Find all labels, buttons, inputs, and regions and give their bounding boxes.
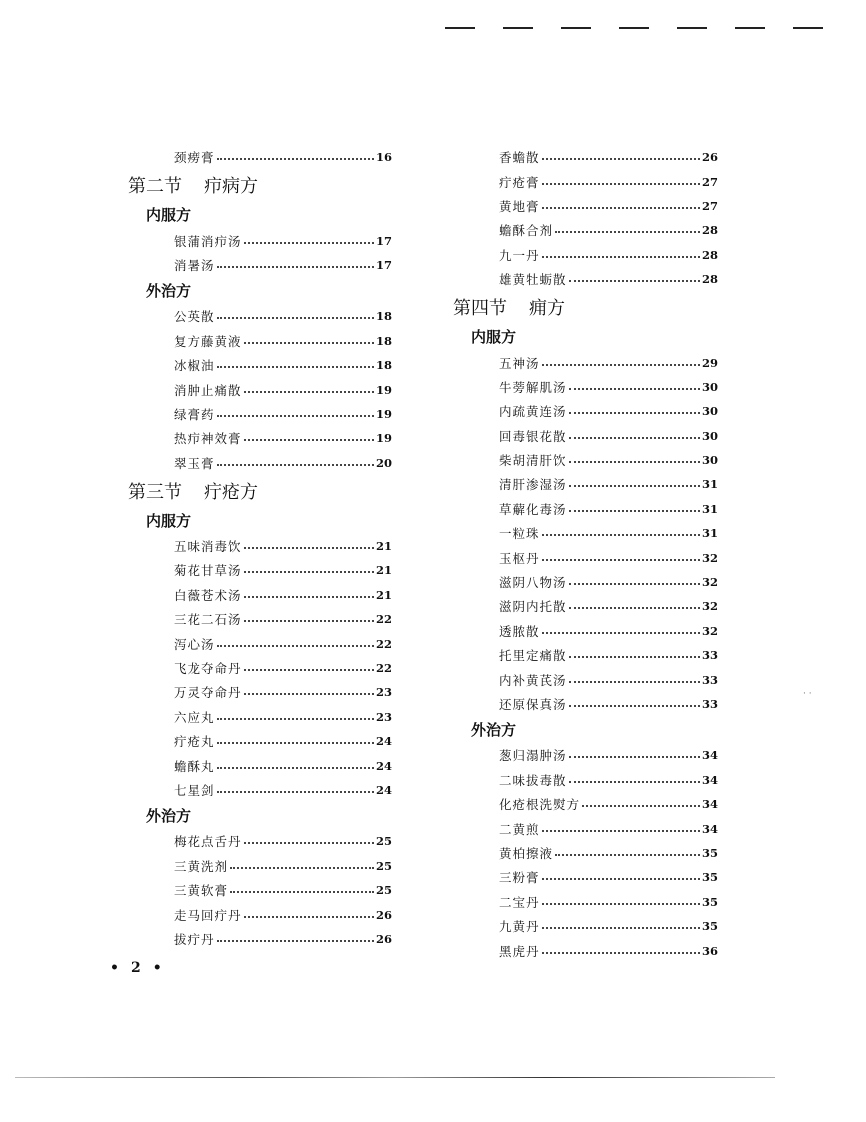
entry-title: 银蒲消疖汤	[174, 233, 242, 249]
entry-page: 26	[701, 150, 718, 165]
entry-title: 蟾酥合剂	[499, 223, 554, 239]
entry-title: 消肿止痛散	[174, 382, 242, 398]
entry-title: 玉枢丹	[499, 550, 540, 566]
entry-page: 28	[701, 223, 718, 238]
toc-column-right	[453, 145, 718, 963]
dot-leader	[555, 854, 700, 856]
toc-entry[interactable]	[128, 377, 392, 401]
entry-page: 30	[701, 428, 718, 443]
toc-entry[interactable]	[128, 583, 392, 607]
subsection-title: 内服方	[146, 206, 192, 225]
toc-entry[interactable]	[453, 399, 718, 423]
dot-leader	[542, 183, 700, 185]
dot-leader	[217, 791, 374, 793]
toc-entry[interactable]	[128, 253, 392, 277]
dot-leader	[569, 461, 700, 463]
subsection-title: 外治方	[471, 721, 517, 740]
dot-leader	[569, 656, 700, 658]
entry-page: 18	[375, 333, 392, 348]
toc-entry[interactable]	[453, 619, 718, 643]
entry-page: 34	[701, 797, 718, 812]
toc-entry[interactable]	[128, 145, 392, 169]
dot-leader	[569, 705, 700, 707]
entry-page: 23	[375, 709, 392, 724]
page-number-value: 2	[130, 960, 153, 976]
entry-page: 21	[375, 587, 392, 602]
entry-page: 35	[701, 919, 718, 934]
dot-leader	[244, 596, 374, 598]
section-number: 第二节	[128, 176, 182, 198]
section-title: 疖病方	[204, 176, 258, 198]
toc-entry[interactable]	[453, 218, 718, 242]
dot-leader	[542, 903, 700, 905]
entry-page: 22	[375, 661, 392, 676]
dot-leader	[542, 534, 700, 536]
section-heading	[128, 475, 392, 507]
toc-entry[interactable]	[128, 329, 392, 353]
entry-title: 雄黄牡蛎散	[499, 272, 567, 288]
entry-page: 16	[375, 150, 392, 165]
section-number: 第三节	[128, 481, 182, 503]
dot-leader	[542, 632, 700, 634]
toc-entry[interactable]	[128, 402, 392, 426]
toc-entry[interactable]	[453, 169, 718, 193]
toc-entry[interactable]	[128, 778, 392, 802]
entry-page: 20	[375, 455, 392, 470]
toc-entry[interactable]	[453, 667, 718, 691]
entry-page: 32	[701, 550, 718, 565]
entry-title: 葱归溻肿汤	[499, 748, 567, 764]
entry-title: 托里定痛散	[499, 648, 567, 664]
entry-page: 32	[701, 599, 718, 614]
dot-leader	[244, 571, 374, 573]
entry-title: 化疮根洗熨方	[499, 797, 581, 813]
entry-page: 25	[375, 858, 392, 873]
entry-title: 热疖神效膏	[174, 431, 242, 447]
subsection-title: 外治方	[146, 807, 192, 826]
dot-leader	[217, 366, 374, 368]
entry-title: 一粒珠	[499, 526, 540, 542]
toc-entry[interactable]	[128, 705, 392, 729]
dot-leader	[217, 464, 374, 466]
toc-entry[interactable]	[128, 631, 392, 655]
dot-leader	[542, 158, 700, 160]
toc-entry[interactable]	[128, 902, 392, 926]
entry-page: 28	[701, 272, 718, 287]
entry-page: 25	[375, 834, 392, 849]
dot-leader	[555, 231, 700, 233]
entry-title: 黄柏擦液	[499, 845, 554, 861]
section-heading	[453, 291, 718, 323]
entry-page: 26	[375, 907, 392, 922]
entry-page: 33	[701, 648, 718, 663]
toc-entry[interactable]	[128, 228, 392, 252]
dot-leader	[217, 266, 374, 268]
entry-page: 21	[375, 563, 392, 578]
toc-entry[interactable]	[128, 656, 392, 680]
entry-title: 香蟾散	[499, 150, 540, 166]
entry-title: 五神汤	[499, 355, 540, 371]
dot-leader	[569, 437, 700, 439]
entry-page: 31	[701, 526, 718, 541]
dot-leader	[244, 342, 374, 344]
dot-leader	[217, 742, 374, 744]
entry-title: 走马回疔丹	[174, 907, 242, 923]
toc-entry[interactable]	[453, 792, 718, 816]
dot-leader	[569, 583, 700, 585]
entry-title: 万灵夺命丹	[174, 685, 242, 701]
entry-page: 31	[701, 477, 718, 492]
subsection-heading	[453, 323, 718, 350]
toc-entry[interactable]	[453, 472, 718, 496]
section-title: 疔疮方	[204, 481, 258, 503]
toc-entry[interactable]	[453, 243, 718, 267]
entry-page: 18	[375, 358, 392, 373]
entry-title: 六应丸	[174, 709, 215, 725]
entry-title: 梅花点舌丹	[174, 834, 242, 850]
dot-leader	[217, 718, 374, 720]
toc-entry[interactable]	[128, 753, 392, 777]
entry-page: 34	[701, 821, 718, 836]
dot-leader	[244, 439, 374, 441]
dot-leader	[244, 669, 374, 671]
header-rule-dashes	[445, 27, 823, 29]
entry-title: 滋阴内托散	[499, 599, 567, 615]
entry-page: 35	[701, 870, 718, 885]
entry-title: 内补黄芪汤	[499, 672, 567, 688]
entry-page: 34	[701, 748, 718, 763]
toc-entry[interactable]	[453, 816, 718, 840]
toc-entry[interactable]	[128, 680, 392, 704]
dot-leader	[217, 415, 374, 417]
entry-page: 17	[375, 233, 392, 248]
entry-title: 蟾酥丸	[174, 758, 215, 774]
toc-entry[interactable]	[128, 854, 392, 878]
toc-entry[interactable]	[453, 938, 718, 962]
toc-entry[interactable]	[453, 521, 718, 545]
entry-page: 32	[701, 575, 718, 590]
toc-entry[interactable]	[453, 424, 718, 448]
toc-entry[interactable]	[453, 594, 718, 618]
dot-leader	[230, 867, 374, 869]
dot-leader	[569, 412, 700, 414]
entry-page: 24	[375, 783, 392, 797]
entry-page: 27	[701, 198, 718, 213]
dot-leader	[542, 878, 700, 880]
entry-title: 颈痨膏	[174, 150, 215, 166]
entry-title: 五味消毒饮	[174, 539, 242, 555]
subsection-heading	[128, 507, 392, 534]
dot-leader	[217, 317, 374, 319]
dot-leader	[244, 391, 374, 393]
toc-entry[interactable]	[128, 353, 392, 377]
dot-leader	[542, 207, 700, 209]
entry-title: 草薢化毒汤	[499, 501, 567, 517]
subsection-title: 内服方	[471, 328, 517, 347]
subsection-title: 内服方	[146, 511, 192, 530]
dot-leader	[542, 559, 700, 561]
entry-page: 19	[375, 431, 392, 446]
toc-entry[interactable]	[453, 890, 718, 914]
entry-page: 30	[701, 453, 718, 468]
dot-leader	[217, 158, 374, 160]
toc-entry[interactable]	[128, 534, 392, 558]
toc-entry[interactable]	[128, 829, 392, 853]
toc-entry[interactable]	[453, 375, 718, 399]
dot-leader	[569, 280, 700, 282]
entry-title: 绿膏药	[174, 406, 215, 422]
dot-leader	[569, 781, 700, 783]
toc-entry[interactable]	[453, 267, 718, 291]
dot-leader	[217, 645, 374, 647]
entry-title: 透脓散	[499, 623, 540, 639]
entry-title: 七星剑	[174, 783, 215, 798]
toc-entry[interactable]	[128, 607, 392, 631]
entry-title: 二味拔毒散	[499, 772, 567, 788]
scan-speck: · ·	[803, 689, 812, 699]
dot-leader	[542, 364, 700, 366]
scan-edge-line	[15, 1077, 775, 1078]
subsection-heading	[128, 201, 392, 228]
dot-leader	[569, 388, 700, 390]
entry-page: 26	[375, 931, 392, 946]
entry-title: 冰椒油	[174, 358, 215, 374]
page-number: •2•	[110, 960, 174, 976]
dot-leader	[244, 842, 374, 844]
dot-leader	[569, 607, 700, 609]
entry-title: 泻心汤	[174, 636, 215, 652]
entry-page: 30	[701, 379, 718, 394]
entry-title: 二宝丹	[499, 894, 540, 910]
entry-page: 29	[701, 355, 718, 370]
toc-entry[interactable]	[128, 927, 392, 951]
dot-leader	[244, 547, 374, 549]
toc-entry[interactable]	[453, 914, 718, 938]
entry-page: 35	[701, 894, 718, 909]
toc-entry[interactable]	[453, 865, 718, 889]
toc-entry[interactable]	[128, 304, 392, 328]
entry-page: 19	[375, 406, 392, 421]
entry-page: 25	[375, 883, 392, 898]
entry-title: 公英散	[174, 309, 215, 325]
entry-title: 三粉膏	[499, 870, 540, 886]
entry-title: 三黄洗剂	[174, 858, 229, 874]
toc-entry[interactable]	[128, 729, 392, 753]
toc-column-left	[128, 145, 392, 951]
entry-page: 31	[701, 501, 718, 516]
dot-leader	[244, 242, 374, 244]
entry-title: 三花二石汤	[174, 612, 242, 628]
entry-title: 三黄软膏	[174, 883, 229, 899]
dot-leader	[230, 891, 374, 893]
dot-leader	[217, 767, 374, 769]
entry-page: 34	[701, 772, 718, 787]
entry-page: 21	[375, 539, 392, 554]
entry-title: 黄地膏	[499, 198, 540, 214]
section-number: 第四节	[453, 298, 507, 320]
entry-title: 疔疮丸	[174, 734, 215, 750]
toc-entry[interactable]	[453, 545, 718, 569]
dot-leader	[542, 952, 700, 954]
entry-title: 内疏黄连汤	[499, 404, 567, 420]
entry-page: 22	[375, 612, 392, 627]
entry-title: 滋阴八物汤	[499, 575, 567, 591]
entry-page: 36	[701, 943, 718, 958]
entry-page: 33	[701, 672, 718, 687]
section-title: 痈方	[529, 298, 565, 320]
toc-entry[interactable]	[128, 558, 392, 582]
entry-title: 白薇苍术汤	[174, 587, 242, 603]
entry-title: 九黄丹	[499, 919, 540, 935]
dot-leader	[569, 681, 700, 683]
dot-leader	[217, 940, 374, 942]
toc-entry[interactable]	[453, 350, 718, 374]
toc-entry[interactable]	[453, 448, 718, 472]
dot-leader	[244, 620, 374, 622]
entry-page: 32	[701, 623, 718, 638]
toc-entry[interactable]	[453, 497, 718, 521]
section-heading	[128, 169, 392, 201]
entry-page: 33	[701, 697, 718, 711]
dot-leader	[569, 756, 700, 758]
toc-entry[interactable]	[453, 643, 718, 667]
entry-title: 还原保真汤	[499, 697, 567, 712]
entry-page: 19	[375, 382, 392, 397]
dot-leader	[244, 693, 374, 695]
toc-entry[interactable]	[453, 692, 718, 716]
entry-page: 17	[375, 257, 392, 272]
toc-entry[interactable]	[128, 451, 392, 475]
toc-entry[interactable]	[453, 768, 718, 792]
entry-page: 35	[701, 845, 718, 860]
entry-title: 九一丹	[499, 247, 540, 263]
entry-title: 清肝渗湿汤	[499, 477, 567, 493]
toc-entry[interactable]	[453, 743, 718, 767]
entry-title: 回毒银花散	[499, 428, 567, 444]
toc-entry[interactable]	[453, 145, 718, 169]
dot-leader	[542, 927, 700, 929]
dot-leader	[244, 916, 374, 918]
entry-title: 飞龙夺命丹	[174, 661, 242, 677]
entry-title: 牛蒡解肌汤	[499, 379, 567, 395]
entry-title: 复方藤黄液	[174, 333, 242, 349]
entry-title: 二黄煎	[499, 821, 540, 837]
entry-title: 翠玉膏	[174, 455, 215, 471]
dot-leader	[569, 510, 700, 512]
toc-entry[interactable]	[453, 194, 718, 218]
entry-page: 23	[375, 685, 392, 700]
entry-page: 28	[701, 247, 718, 262]
entry-title: 黑虎丹	[499, 943, 540, 959]
entry-page: 27	[701, 174, 718, 189]
entry-page: 24	[375, 758, 392, 773]
subsection-title: 外治方	[146, 282, 192, 301]
entry-page: 18	[375, 309, 392, 324]
entry-title: 消暑汤	[174, 257, 215, 273]
entry-page: 22	[375, 636, 392, 651]
entry-title: 疔疮膏	[499, 174, 540, 190]
toc-entry[interactable]	[453, 570, 718, 594]
dot-leader	[582, 805, 700, 807]
toc-entry[interactable]	[128, 426, 392, 450]
entry-title: 拔疔丹	[174, 931, 215, 947]
dot-leader	[542, 256, 700, 258]
dot-leader	[569, 485, 700, 487]
entry-page: 30	[701, 404, 718, 419]
dot-leader	[542, 830, 700, 832]
entry-title: 菊花甘草汤	[174, 563, 242, 579]
toc-entry[interactable]	[128, 878, 392, 902]
subsection-heading	[128, 802, 392, 829]
subsection-heading	[453, 716, 718, 743]
subsection-heading	[128, 277, 392, 304]
entry-title: 柴胡清肝饮	[499, 453, 567, 469]
entry-page: 24	[375, 734, 392, 749]
toc-entry[interactable]	[453, 841, 718, 865]
